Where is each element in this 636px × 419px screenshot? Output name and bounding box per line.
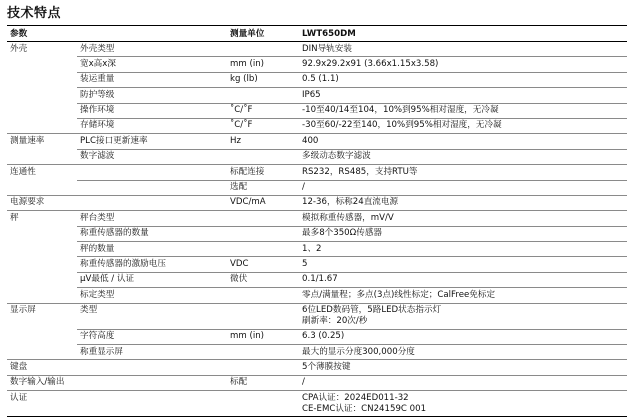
table-row <box>7 165 627 180</box>
row-subparameter: 防护等级 <box>77 88 227 103</box>
table-row <box>7 149 627 164</box>
row-subparameter <box>77 360 227 375</box>
table-row <box>7 226 627 241</box>
row-unit: 标配连接 <box>227 165 299 180</box>
spec-table <box>7 25 627 417</box>
row-subparameter: 标定类型 <box>77 288 227 303</box>
row-value: 多级动态数字滤波 <box>299 149 627 164</box>
row-value: -30至60/-22至140，10%到95%相对湿度，无冷凝 <box>299 118 627 133</box>
row-parameter: 键盘 <box>7 360 77 375</box>
table-row <box>7 72 627 87</box>
row-unit: mm (in) <box>227 57 299 72</box>
row-subparameter <box>77 391 227 417</box>
row-value <box>299 303 627 329</box>
table-row <box>7 242 627 257</box>
row-value <box>299 391 627 417</box>
row-parameter <box>7 149 77 164</box>
row-value: / <box>299 180 627 195</box>
row-value: -10至40/14至104，10%到95%相对湿度，无冷凝 <box>299 103 627 118</box>
row-subparameter: 秤的数量 <box>77 242 227 257</box>
row-value: / <box>299 375 627 390</box>
row-value: 92.9x29.2x91 (3.66x1.15x3.58) <box>299 57 627 72</box>
row-subparameter: 秤台类型 <box>77 211 227 226</box>
table-row <box>7 272 627 287</box>
table-row <box>7 134 627 149</box>
row-subparameter: 宽x高x深 <box>77 57 227 72</box>
row-value: 400 <box>299 134 627 149</box>
row-value: DIN导轨安装 <box>299 42 627 57</box>
row-unit <box>227 88 299 103</box>
table-row <box>7 360 627 375</box>
row-parameter: 认证 <box>7 391 77 417</box>
row-parameter <box>7 272 77 287</box>
row-unit: ˚C/˚F <box>227 103 299 118</box>
table-row <box>7 303 627 329</box>
value-line: CE-EMC认证：CN24159C 001 <box>302 403 427 414</box>
table-row <box>7 88 627 103</box>
row-subparameter: 称重显示屏 <box>77 345 227 360</box>
row-parameter <box>7 329 77 344</box>
row-subparameter: 字符高度 <box>77 329 227 344</box>
row-unit <box>227 42 299 57</box>
row-value: 5个薄膜按键 <box>299 360 627 375</box>
row-unit <box>227 149 299 164</box>
row-parameter <box>7 288 77 303</box>
row-parameter <box>7 226 77 241</box>
row-unit <box>227 303 299 329</box>
row-parameter: 连通性 <box>7 165 77 180</box>
row-subparameter <box>77 165 227 180</box>
row-parameter: 秤 <box>7 211 77 226</box>
row-value: 0.1/1.67 <box>299 272 627 287</box>
row-parameter <box>7 72 77 87</box>
row-unit: kg (lb) <box>227 72 299 87</box>
row-subparameter: 类型 <box>77 303 227 329</box>
row-subparameter: 存储环境 <box>77 118 227 133</box>
row-parameter: 外壳 <box>7 42 77 57</box>
row-value: 6.3 (0.25) <box>299 329 627 344</box>
row-value: 5 <box>299 257 627 272</box>
row-subparameter: 外壳类型 <box>77 42 227 57</box>
header-param: 参数 <box>7 26 77 42</box>
row-unit: VDC <box>227 257 299 272</box>
row-parameter <box>7 57 77 72</box>
table-row <box>7 257 627 272</box>
row-parameter <box>7 345 77 360</box>
row-subparameter: 称重传感器的数量 <box>77 226 227 241</box>
table-row <box>7 180 627 195</box>
row-unit: ˚C/˚F <box>227 118 299 133</box>
value-line: 刷新率：20次/秒 <box>302 316 368 327</box>
row-subparameter: 称重传感器的激励电压 <box>77 257 227 272</box>
header-unit: 测量单位 <box>227 26 299 42</box>
row-unit <box>227 360 299 375</box>
row-value: 12-36，标称24直流电源 <box>299 195 627 210</box>
row-parameter <box>7 88 77 103</box>
row-subparameter <box>77 195 227 210</box>
row-unit: VDC/mA <box>227 195 299 210</box>
table-row <box>7 195 627 210</box>
row-unit <box>227 226 299 241</box>
row-value: RS232，RS485，支持RTU等 <box>299 165 627 180</box>
row-value: 最多8个350Ω传感器 <box>299 226 627 241</box>
row-subparameter <box>77 180 227 195</box>
row-subparameter: 数字滤波 <box>77 149 227 164</box>
row-subparameter: µV最低 / 认证 <box>77 272 227 287</box>
row-subparameter: PLC接口更新速率 <box>77 134 227 149</box>
table-row <box>7 391 627 417</box>
row-value: 零点/满量程；多点(3点)线性标定；CalFree免标定 <box>299 288 627 303</box>
row-parameter: 数字输入/输出 <box>7 375 77 390</box>
row-subparameter: 装运重量 <box>77 72 227 87</box>
row-value: IP65 <box>299 88 627 103</box>
value-line: CPA认证：2024ED011-32 <box>302 392 409 403</box>
row-unit: mm (in) <box>227 329 299 344</box>
row-unit: Hz <box>227 134 299 149</box>
table-row <box>7 42 627 57</box>
table-row <box>7 375 627 390</box>
row-unit <box>227 288 299 303</box>
row-unit <box>227 211 299 226</box>
table-row <box>7 288 627 303</box>
row-unit <box>227 391 299 417</box>
header-sub <box>77 26 227 42</box>
row-unit <box>227 242 299 257</box>
row-value: 0.5 (1.1) <box>299 72 627 87</box>
row-subparameter: 操作环境 <box>77 103 227 118</box>
table-row <box>7 345 627 360</box>
row-parameter: 显示屏 <box>7 303 77 329</box>
table-header-row <box>7 26 627 42</box>
row-unit: 微伏 <box>227 272 299 287</box>
value-line: 6位LED数码管，5路LED状态指示灯 <box>302 305 442 316</box>
row-parameter <box>7 242 77 257</box>
table-row <box>7 118 627 133</box>
row-subparameter <box>77 375 227 390</box>
row-unit <box>227 345 299 360</box>
page-title: 技术特点 <box>7 6 62 21</box>
table-row <box>7 329 627 344</box>
row-value: 1、2 <box>299 242 627 257</box>
table-row <box>7 57 627 72</box>
row-value: 最大的显示分度300,000分度 <box>299 345 627 360</box>
header-model: LWT650DM <box>299 26 627 42</box>
row-value: 模拟称重传感器，mV/V <box>299 211 627 226</box>
row-parameter <box>7 103 77 118</box>
row-parameter: 电源要求 <box>7 195 77 210</box>
row-parameter <box>7 257 77 272</box>
row-unit: 标配 <box>227 375 299 390</box>
row-unit: 选配 <box>227 180 299 195</box>
table-row <box>7 103 627 118</box>
table-row <box>7 211 627 226</box>
row-parameter: 测量速率 <box>7 134 77 149</box>
row-parameter <box>7 180 77 195</box>
row-parameter <box>7 118 77 133</box>
